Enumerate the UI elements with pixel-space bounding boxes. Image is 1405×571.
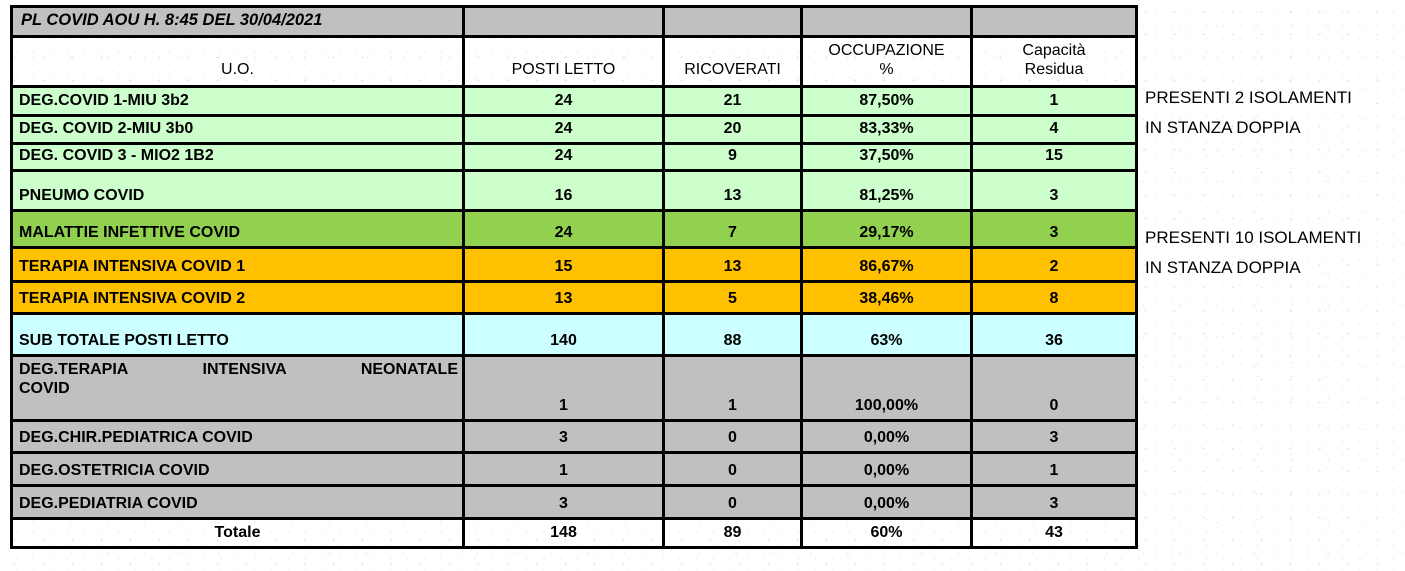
cell-posti-letto: 24 bbox=[464, 87, 664, 116]
cell-capacita-residua: 3 bbox=[972, 211, 1137, 248]
table-row-deg-covid-3 bbox=[12, 144, 1137, 171]
cell-posti-letto: 24 bbox=[464, 116, 664, 144]
table-row-pediatria bbox=[12, 486, 1137, 519]
row-label: DEG.PEDIATRIA COVID bbox=[12, 486, 464, 519]
header-row bbox=[12, 37, 1137, 87]
cell-capacita-residua: 36 bbox=[972, 314, 1137, 356]
cell-posti-letto: 24 bbox=[464, 211, 664, 248]
col-header-capacita-residua bbox=[972, 37, 1137, 87]
cell-ricoverati: 1 bbox=[664, 356, 802, 421]
cell-capacita-residua: 3 bbox=[972, 171, 1137, 211]
table-row-totale bbox=[12, 519, 1137, 548]
row-label: PNEUMO COVID bbox=[12, 171, 464, 211]
row-label: DEG. COVID 3 - MIO2 1B2 bbox=[12, 144, 464, 171]
cell-ricoverati: 13 bbox=[664, 171, 802, 211]
col-header-occupazione-line2: % bbox=[879, 60, 894, 78]
col-header-uo: U.O. bbox=[12, 37, 464, 87]
cell-capacita-residua: 4 bbox=[972, 116, 1137, 144]
title-row-spacer-cell bbox=[802, 7, 972, 37]
cell-occupazione: 37,50% bbox=[802, 144, 972, 171]
cell-capacita-residua: 1 bbox=[972, 87, 1137, 116]
cell-occupazione: 0,00% bbox=[802, 486, 972, 519]
col-header-occupazione-line1: OCCUPAZIONE bbox=[828, 41, 945, 59]
cell-occupazione: 87,50% bbox=[802, 87, 972, 116]
row-label-totale: Totale bbox=[12, 519, 464, 548]
table-row-subtotale bbox=[12, 314, 1137, 356]
cell-occupazione: 0,00% bbox=[802, 421, 972, 453]
table-row-terapia-intensiva-2 bbox=[12, 282, 1137, 314]
table-row-chir-pediatrica bbox=[12, 421, 1137, 453]
title-row-spacer-cell bbox=[972, 7, 1137, 37]
cell-posti-letto: 3 bbox=[464, 421, 664, 453]
table-row-terapia-neonatale bbox=[12, 356, 1137, 421]
cell-ricoverati: 0 bbox=[664, 486, 802, 519]
cell-occupazione: 38,46% bbox=[802, 282, 972, 314]
cell-occupazione: 0,00% bbox=[802, 453, 972, 486]
table-row-malattie-infettive bbox=[12, 211, 1137, 248]
cell-capacita-residua: 8 bbox=[972, 282, 1137, 314]
cell-posti-letto: 24 bbox=[464, 144, 664, 171]
cell-posti-letto: 148 bbox=[464, 519, 664, 548]
row-label bbox=[12, 356, 464, 421]
covid-beds-table bbox=[10, 5, 1138, 549]
row-label: DEG.COVID 1-MIU 3b2 bbox=[12, 87, 464, 116]
cell-capacita-residua: 0 bbox=[972, 356, 1137, 421]
cell-occupazione: 100,00% bbox=[802, 356, 972, 421]
table-row-terapia-intensiva-1 bbox=[12, 248, 1137, 282]
row-label-line1: DEG.TERAPIA INTENSIVA NEONATALE bbox=[19, 361, 458, 378]
table-row-ostetricia bbox=[12, 453, 1137, 486]
row-label-subtotale: SUB TOTALE POSTI LETTO bbox=[12, 314, 464, 356]
table-row-deg-covid-1 bbox=[12, 87, 1137, 116]
cell-occupazione: 86,67% bbox=[802, 248, 972, 282]
report-title: PL COVID AOU H. 8:45 DEL 30/04/2021 bbox=[12, 7, 464, 37]
cell-ricoverati: 7 bbox=[664, 211, 802, 248]
row-label: TERAPIA INTENSIVA COVID 1 bbox=[12, 248, 464, 282]
cell-capacita-residua: 3 bbox=[972, 486, 1137, 519]
cell-ricoverati: 0 bbox=[664, 421, 802, 453]
cell-occupazione: 83,33% bbox=[802, 116, 972, 144]
cell-posti-letto: 140 bbox=[464, 314, 664, 356]
note-group1-line1: PRESENTI 2 ISOLAMENTI bbox=[1145, 88, 1352, 107]
cell-capacita-residua: 2 bbox=[972, 248, 1137, 282]
cell-posti-letto: 13 bbox=[464, 282, 664, 314]
note-isolamenti-group1 bbox=[1145, 83, 1352, 143]
cell-ricoverati: 21 bbox=[664, 87, 802, 116]
row-label: TERAPIA INTENSIVA COVID 2 bbox=[12, 282, 464, 314]
cell-ricoverati: 5 bbox=[664, 282, 802, 314]
cell-capacita-residua: 15 bbox=[972, 144, 1137, 171]
cell-ricoverati: 0 bbox=[664, 453, 802, 486]
row-label: MALATTIE INFETTIVE COVID bbox=[12, 211, 464, 248]
cell-capacita-residua: 43 bbox=[972, 519, 1137, 548]
cell-capacita-residua: 1 bbox=[972, 453, 1137, 486]
cell-posti-letto: 16 bbox=[464, 171, 664, 211]
note-group1-line2: IN STANZA DOPPIA bbox=[1145, 118, 1301, 137]
note-isolamenti-group2 bbox=[1145, 223, 1361, 283]
row-label: DEG.OSTETRICIA COVID bbox=[12, 453, 464, 486]
col-header-ricoverati: RICOVERATI bbox=[664, 37, 802, 87]
cell-ricoverati: 20 bbox=[664, 116, 802, 144]
cell-occupazione: 60% bbox=[802, 519, 972, 548]
note-group2-line1: PRESENTI 10 ISOLAMENTI bbox=[1145, 228, 1362, 247]
cell-posti-letto: 1 bbox=[464, 356, 664, 421]
cell-ricoverati: 9 bbox=[664, 144, 802, 171]
cell-occupazione: 81,25% bbox=[802, 171, 972, 211]
cell-ricoverati: 88 bbox=[664, 314, 802, 356]
col-header-posti-letto: POSTI LETTO bbox=[464, 37, 664, 87]
title-row-spacer-cell bbox=[664, 7, 802, 37]
row-label: DEG. COVID 2-MIU 3b0 bbox=[12, 116, 464, 144]
row-label: DEG.CHIR.PEDIATRICA COVID bbox=[12, 421, 464, 453]
col-header-capacita-line1: Capacità bbox=[1022, 41, 1086, 59]
cell-occupazione: 29,17% bbox=[802, 211, 972, 248]
cell-occupazione: 63% bbox=[802, 314, 972, 356]
cell-posti-letto: 3 bbox=[464, 486, 664, 519]
col-header-occupazione bbox=[802, 37, 972, 87]
cell-capacita-residua: 3 bbox=[972, 421, 1137, 453]
title-row-spacer-cell bbox=[464, 7, 664, 37]
table-row-pneumo-covid bbox=[12, 171, 1137, 211]
note-group2-line2: IN STANZA DOPPIA bbox=[1145, 258, 1301, 277]
table-row-deg-covid-2 bbox=[12, 116, 1137, 144]
cell-ricoverati: 13 bbox=[664, 248, 802, 282]
col-header-capacita-line2: Residua bbox=[1024, 60, 1084, 78]
cell-posti-letto: 1 bbox=[464, 453, 664, 486]
cell-posti-letto: 15 bbox=[464, 248, 664, 282]
cell-ricoverati: 89 bbox=[664, 519, 802, 548]
title-row bbox=[12, 7, 1137, 37]
row-label-line2: COVID bbox=[19, 380, 70, 398]
